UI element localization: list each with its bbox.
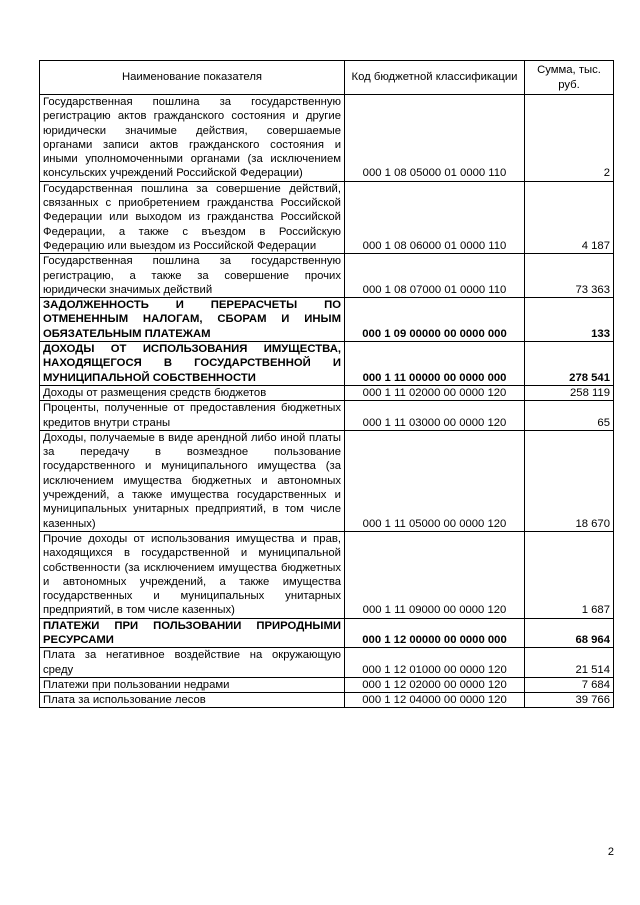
page-number: 2 bbox=[607, 846, 614, 858]
row-code: 000 1 08 07000 01 0000 110 bbox=[345, 254, 525, 298]
row-code: 000 1 12 01000 00 0000 120 bbox=[345, 648, 525, 678]
row-sum: 7 684 bbox=[525, 677, 614, 692]
header-code: Код бюджетной классификации bbox=[345, 61, 525, 95]
table-row bbox=[40, 385, 614, 400]
row-sum: 1 687 bbox=[525, 531, 614, 618]
row-name: ПЛАТЕЖИ ПРИ ПОЛЬЗОВАНИИ ПРИРОДНЫМИ РЕСУРСАМИ bbox=[40, 618, 345, 648]
table-row bbox=[40, 181, 614, 253]
row-code: 000 1 08 06000 01 0000 110 bbox=[345, 181, 525, 253]
row-code: 000 1 08 05000 01 0000 110 bbox=[345, 95, 525, 182]
row-code: 000 1 12 02000 00 0000 120 bbox=[345, 677, 525, 692]
table-row-section bbox=[40, 342, 614, 386]
row-name: ЗАДОЛЖЕННОСТЬ И ПЕРЕРАСЧЕТЫ ПО ОТМЕНЕННЫМ НАЛОГАМ, СБОРАМ И ИНЫМ ОБЯЗАТЕЛЬНЫМ ПЛАТЕЖАМ bbox=[40, 298, 345, 342]
row-code: 000 1 11 00000 00 0000 000 bbox=[345, 342, 525, 386]
table-row bbox=[40, 254, 614, 298]
row-sum: 68 964 bbox=[525, 618, 614, 648]
row-code: 000 1 11 05000 00 0000 120 bbox=[345, 430, 525, 531]
table-row bbox=[40, 95, 614, 182]
row-name: Плата за использование лесов bbox=[40, 693, 345, 708]
table-row bbox=[40, 531, 614, 618]
table-row bbox=[40, 430, 614, 531]
table-row-section bbox=[40, 618, 614, 648]
row-sum: 4 187 bbox=[525, 181, 614, 253]
row-name: Государственная пошлина за государственную регистрацию, а также за совершение прочих юридически значимых действий bbox=[40, 254, 345, 298]
row-sum: 278 541 bbox=[525, 342, 614, 386]
row-sum: 73 363 bbox=[525, 254, 614, 298]
row-sum: 18 670 bbox=[525, 430, 614, 531]
revenue-table bbox=[39, 60, 614, 708]
row-sum: 65 bbox=[525, 401, 614, 431]
table-row bbox=[40, 693, 614, 708]
row-code: 000 1 12 04000 00 0000 120 bbox=[345, 693, 525, 708]
row-sum: 133 bbox=[525, 298, 614, 342]
row-name: Доходы, получаемые в виде арендной либо иной платы за передачу в возмездное пользование государственного и муниципального имущества (за исключением имущества бюджетных и автономных учреждений, а также имущества государственных и муниципальных унитарных предприятий, в том числе казенных) bbox=[40, 430, 345, 531]
row-sum: 21 514 bbox=[525, 648, 614, 678]
row-code: 000 1 12 00000 00 0000 000 bbox=[345, 618, 525, 648]
row-name: Платежи при пользовании недрами bbox=[40, 677, 345, 692]
row-code: 000 1 11 02000 00 0000 120 bbox=[345, 385, 525, 400]
row-name: Государственная пошлина за совершение действий, связанных с приобретением гражданства Российской Федерации или выходом из гражданства Российской Федерации, а также с въездом в Российскую Федерацию или выездом из Российской Федерации bbox=[40, 181, 345, 253]
row-sum: 2 bbox=[525, 95, 614, 182]
table-header-row bbox=[40, 61, 614, 95]
header-name: Наименование показателя bbox=[40, 61, 345, 95]
row-name: Проценты, полученные от предоставления бюджетных кредитов внутри страны bbox=[40, 401, 345, 431]
table-row-section bbox=[40, 298, 614, 342]
row-sum: 258 119 bbox=[525, 385, 614, 400]
row-name: Плата за негативное воздействие на окружающую среду bbox=[40, 648, 345, 678]
table-row bbox=[40, 677, 614, 692]
header-sum: Сумма, тыс. руб. bbox=[525, 61, 614, 95]
row-name: Прочие доходы от использования имущества и прав, находящихся в государственной и муниципальной собственности (за исключением имущества бюджетных и автономных учреждений, а также имущества государственных и муниципальных унитарных предприятий, в том числе казенных) bbox=[40, 531, 345, 618]
row-sum: 39 766 bbox=[525, 693, 614, 708]
row-name: Доходы от размещения средств бюджетов bbox=[40, 385, 345, 400]
row-name: Государственная пошлина за государственную регистрацию актов гражданского состояния и другие юридически значимые действия, совершаемые органами записи актов гражданского состояния и иными уполномоченными органами (за исключением консульских учреждений Российской Федерации) bbox=[40, 95, 345, 182]
table-row bbox=[40, 401, 614, 431]
row-name: ДОХОДЫ ОТ ИСПОЛЬЗОВАНИЯ ИМУЩЕСТВА, НАХОДЯЩЕГОСЯ В ГОСУДАРСТВЕННОЙ И МУНИЦИПАЛЬНОЙ СОБСТВЕННОСТИ bbox=[40, 342, 345, 386]
row-code: 000 1 09 00000 00 0000 000 bbox=[345, 298, 525, 342]
table-row bbox=[40, 648, 614, 678]
row-code: 000 1 11 09000 00 0000 120 bbox=[345, 531, 525, 618]
row-code: 000 1 11 03000 00 0000 120 bbox=[345, 401, 525, 431]
